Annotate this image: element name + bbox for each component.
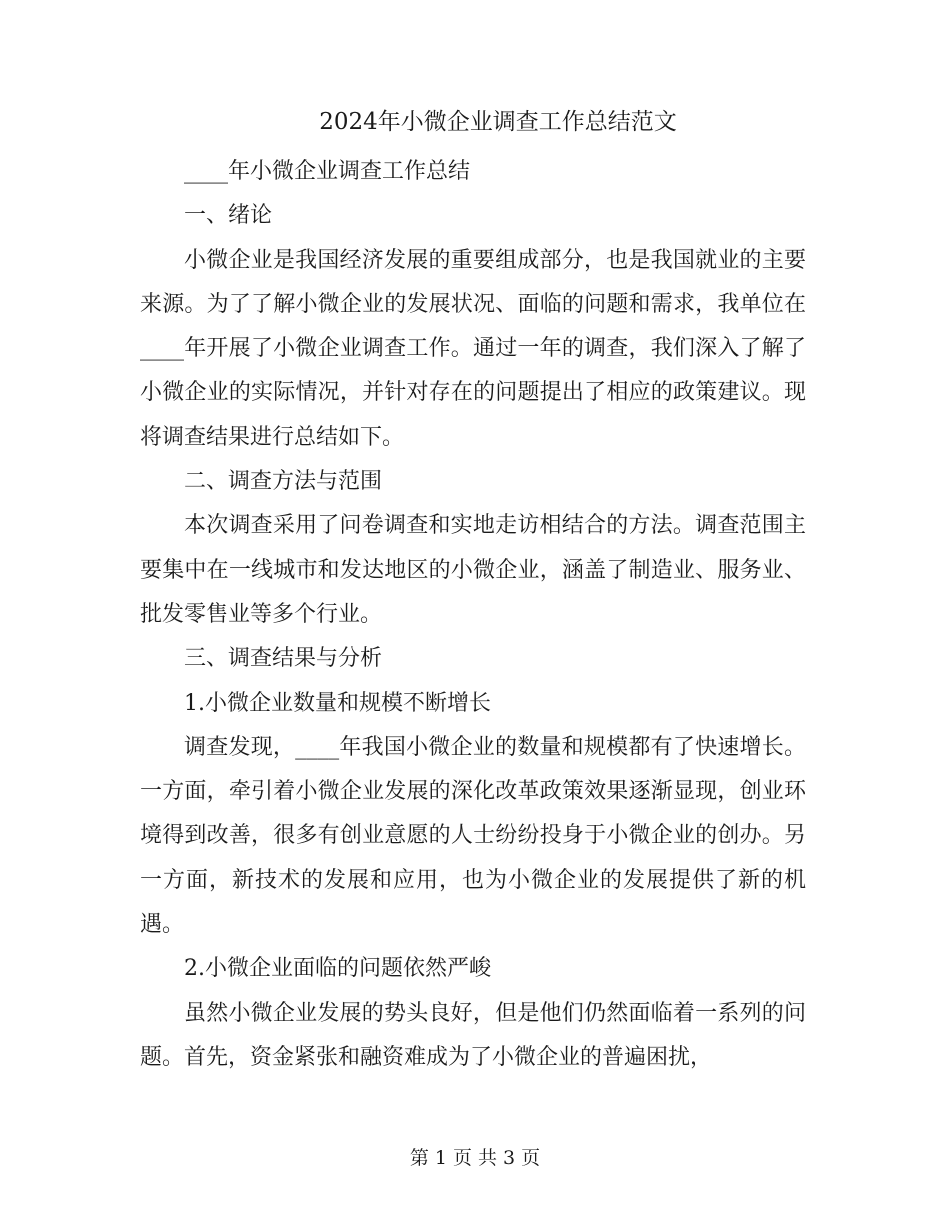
page-number-footer: 第 1 页 共 3 页 [409,1147,541,1169]
subtitle-line: ____年小微企业调查工作总结 [184,159,471,184]
section-heading-introduction: 一、绪论 [184,203,273,229]
section-heading-results: 三、调查结果与分析 [184,646,383,672]
paragraph-problems: 虽然小微企业发展的势头良好，但是他们仍然面临着一系列的问题。首先，资金紧张和融资难成为了小微企业的普遍困扰， [140,1000,806,1070]
subheading-growth: 1.小微企业数量和规模不断增长 [184,690,491,716]
subheading-problems: 2.小微企业面临的问题依然严峻 [184,956,491,982]
paragraph-introduction: 小微企业是我国经济发展的重要组成部分，也是我国就业的主要来源。为了了解小微企业的发展状况、面临的问题和需求，我单位在____年开展了小微企业调查工作。通过一年的调查，我们深入了解了小微企业的实际情况，并针对存在的问题提出了相应的政策建议。现将调查结果进行总结如下。 [140,247,806,450]
document-body [140,150,806,1080]
paragraph-growth: 调查发现，____年我国小微企业的数量和规模都有了快速增长。一方面，牵引着小微企业发展的深化改革政策效果逐渐显现，创业环境得到改善，很多有创业意愿的人士纷纷投身于小微企业的创办。另一方面，新技术的发展和应用，也为小微企业的发展提供了新的机遇。 [140,734,806,938]
document-title: 2024年小微企业调查工作总结范文 [319,109,677,135]
section-heading-method: 二、调查方法与范围 [184,469,383,495]
paragraph-method: 本次调查采用了问卷调查和实地走访相结合的方法。调查范围主要集中在一线城市和发达地区的小微企业，涵盖了制造业、服务业、批发零售业等多个行业。 [140,513,806,627]
